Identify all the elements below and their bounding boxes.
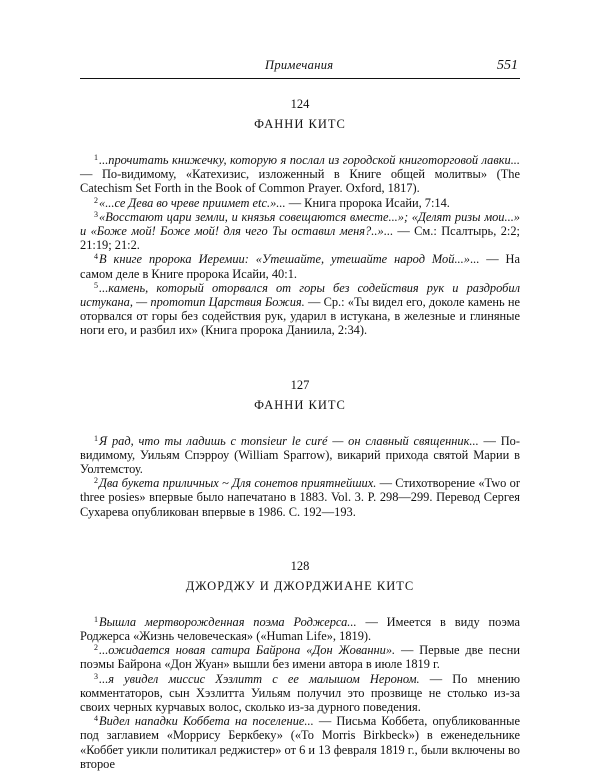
note-quote: ...камень, который оторвался от горы без содействия рук и раздробил истукана, — прототип Царствия Божия. — [80, 280, 520, 310]
section-number: 128 — [290, 558, 310, 573]
note-text: — По-видимому, Уильям Спэрроу (William Sparrow), викарий прихода святой Марии в Уолтемстоу. — [80, 433, 520, 477]
note-number: 2 — [94, 195, 98, 205]
note-number: 2 — [94, 643, 98, 653]
note — [80, 615, 520, 643]
note-quote: ...ожидается новая сатира Байрона «Дон Жованни». — [99, 643, 396, 658]
note — [80, 210, 520, 253]
note-text: ... — См.: Псалтырь, 2:2; 21:19; 21:2. — [80, 224, 520, 253]
note-number: 4 — [94, 252, 98, 262]
note — [80, 196, 520, 210]
section-number: 127 — [290, 377, 310, 392]
note-text: — По-видимому, «Катехизис, изложенный в Книге общей молитвы» (The Catechism Set Forth in the Book of Common Prayer. Oxford, 1817). — [80, 167, 520, 196]
note-quote: Вышла мертворожденная поэма Роджерса... — [99, 614, 357, 629]
note-number: 1 — [94, 614, 98, 624]
note-text: — Первые две песни поэмы Байрона «Дон Жуан» вышли без имени автора в июле 1819 г. — [80, 643, 520, 672]
running-header — [80, 58, 520, 79]
note-quote: Видел нападки Коббета на поселение... — [99, 714, 314, 729]
note-number: 2 — [94, 476, 98, 486]
note-quote: «...се Дева во чреве приимет etc.»... — [99, 195, 286, 210]
section-title: ФАННИ КИТС — [254, 117, 346, 131]
note — [80, 476, 520, 519]
note-number: 1 — [94, 433, 98, 443]
note-text: — Письма Коббета, опубликованные под заглавием «Моррису Беркбеку» («To Morris Birkbeck») в еженедельнике «Коббет уикли политикал реджистер» от 6 и 13 февраля 1819 г., были включены во второе — [80, 714, 520, 771]
note-number: 3 — [94, 209, 98, 219]
note — [80, 672, 520, 715]
note-quote: Я рад, что ты ладишь с monsieur le curé — он славный священник... — [99, 433, 479, 448]
note-number: 3 — [94, 671, 98, 681]
note-quote: ...я увидел миссис Хэзлитт с ее малышом Нероном. — [99, 671, 420, 686]
note-text: — Книга пророка Исайи, 7:14. — [285, 195, 450, 210]
running-title: Примечания — [265, 58, 334, 72]
note-text: — Ср.: «Ты видел его, доколе камень не оторвался от горы без содействия рук, ударил в истукана, в железные и глиняные ноги его, и разбил их» (Книга пророка Даниила, 2:34). — [80, 295, 520, 338]
note-text: ... — На самом деле в Книге пророка Исайи, 40:1. — [80, 252, 521, 281]
section-title: ДЖОРДЖУ И ДЖОРДЖИАНЕ КИТС — [185, 578, 415, 593]
section-number: 124 — [290, 97, 310, 111]
section-title: ФАННИ КИТС — [254, 397, 346, 412]
note — [80, 252, 520, 280]
page-number: 551 — [497, 58, 518, 73]
note — [80, 434, 520, 477]
note-quote: ...прочитать книжечку, которую я послал из городской книготорговой лавки... — [99, 153, 520, 167]
note-quote: «Восстают цари земли, и князья совещаются вместе...»; «Делят ризы мои...» и «Боже мой! Боже мой! для чего Ты оставил меня?..» — [80, 209, 520, 239]
note-text: — По мнению комментаторов, сын Хэзлитта Уильям получил это прозвище не столько из-за своих черных курчавых волос, сколько из-за дурного поведения. — [80, 671, 520, 715]
note — [80, 714, 520, 771]
note-number: 4 — [94, 714, 98, 724]
page — [80, 58, 520, 771]
note-quote: В книге пророка Иеремии: «Утешайте, утешайте народ Мой...» — [99, 252, 470, 267]
note-text: — Имеется в виду поэма Роджерса «Жизнь человеческая» («Human Life», 1819). — [80, 614, 520, 644]
note-text: — Стихотворение «Two or three posies» впервые было напечатано в 1883. Vol. 3. P. 298—299. Перевод Сергея Сухарева опубликован впервые в 1986. С. 192—193. — [80, 476, 520, 519]
note-number: 5 — [94, 280, 98, 290]
note-quote: Два букета приличных ~ Для сонетов приятнейших. — [99, 476, 377, 491]
note-number: 1 — [94, 153, 98, 162]
note — [80, 643, 520, 671]
note — [80, 281, 520, 338]
note — [80, 153, 520, 196]
